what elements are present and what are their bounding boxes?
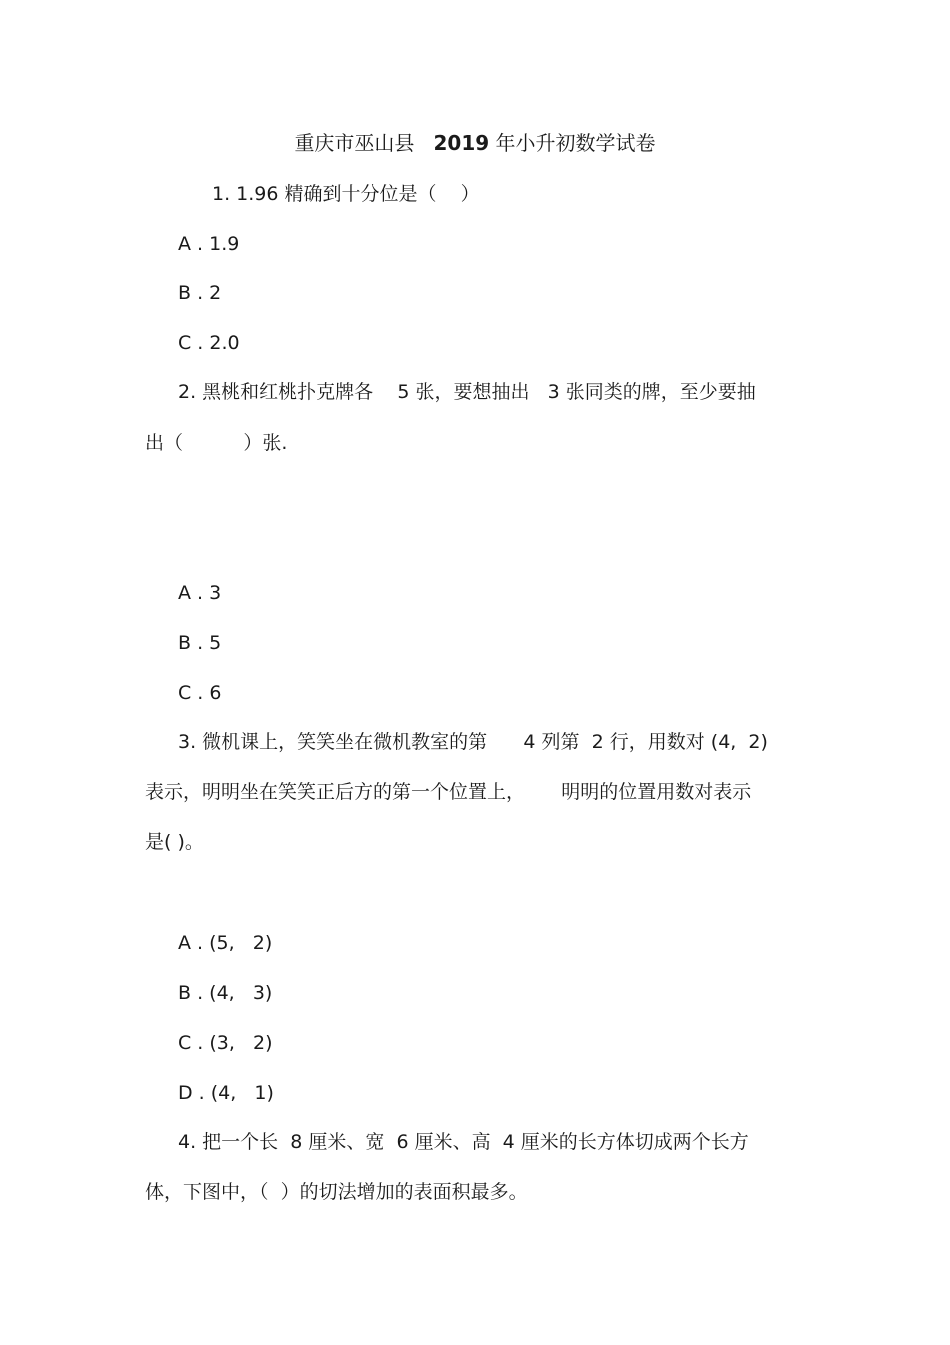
question-2-option-c: C . 6 — [178, 682, 222, 704]
question-1-option-b: B . 2 — [178, 282, 222, 304]
question-4-stem-line-2: 体，下图中，（ ）的切法增加的表面积最多。 — [145, 1181, 528, 1203]
exam-title — [0, 130, 950, 156]
title-year: 2019 — [433, 131, 490, 155]
title-prefix: 重庆市巫山县 — [294, 131, 434, 155]
question-3-stem-line-3: 是( )。 — [145, 831, 204, 853]
question-3-stem-line-2: 表示，明明坐在笑笑正后方的第一个位置上， 明明的位置用数对表示 — [145, 781, 752, 803]
question-3-option-d: D . (4, 1) — [178, 1082, 274, 1104]
question-2-stem-line-1: 2. 黑桃和红桃扑克牌各 5 张，要想抽出 3 张同类的牌，至少要抽 — [178, 381, 756, 403]
question-2-option-b: B . 5 — [178, 632, 222, 654]
question-3-option-b: B . (4, 3) — [178, 982, 273, 1004]
question-4-stem-line-1: 4. 把一个长 8 厘米、宽 6 厘米、高 4 厘米的长方体切成两个长方 — [178, 1131, 749, 1153]
question-3-option-a: A . (5, 2) — [178, 932, 273, 954]
question-2-option-a: A . 3 — [178, 582, 222, 604]
question-1-option-a: A . 1.9 — [178, 233, 240, 255]
question-2-stem-line-2: 出（ ）张. — [145, 432, 288, 454]
question-1-option-c: C . 2.0 — [178, 332, 240, 354]
question-3-stem-line-1: 3. 微机课上，笑笑坐在微机教室的第 4 列第 2 行，用数对 (4, 2) — [178, 731, 768, 753]
title-suffix: 年小升初数学试卷 — [489, 131, 656, 155]
question-1-stem: 1. 1.96 精确到十分位是（ ） — [212, 183, 480, 205]
question-3-option-c: C . (3, 2) — [178, 1032, 273, 1054]
